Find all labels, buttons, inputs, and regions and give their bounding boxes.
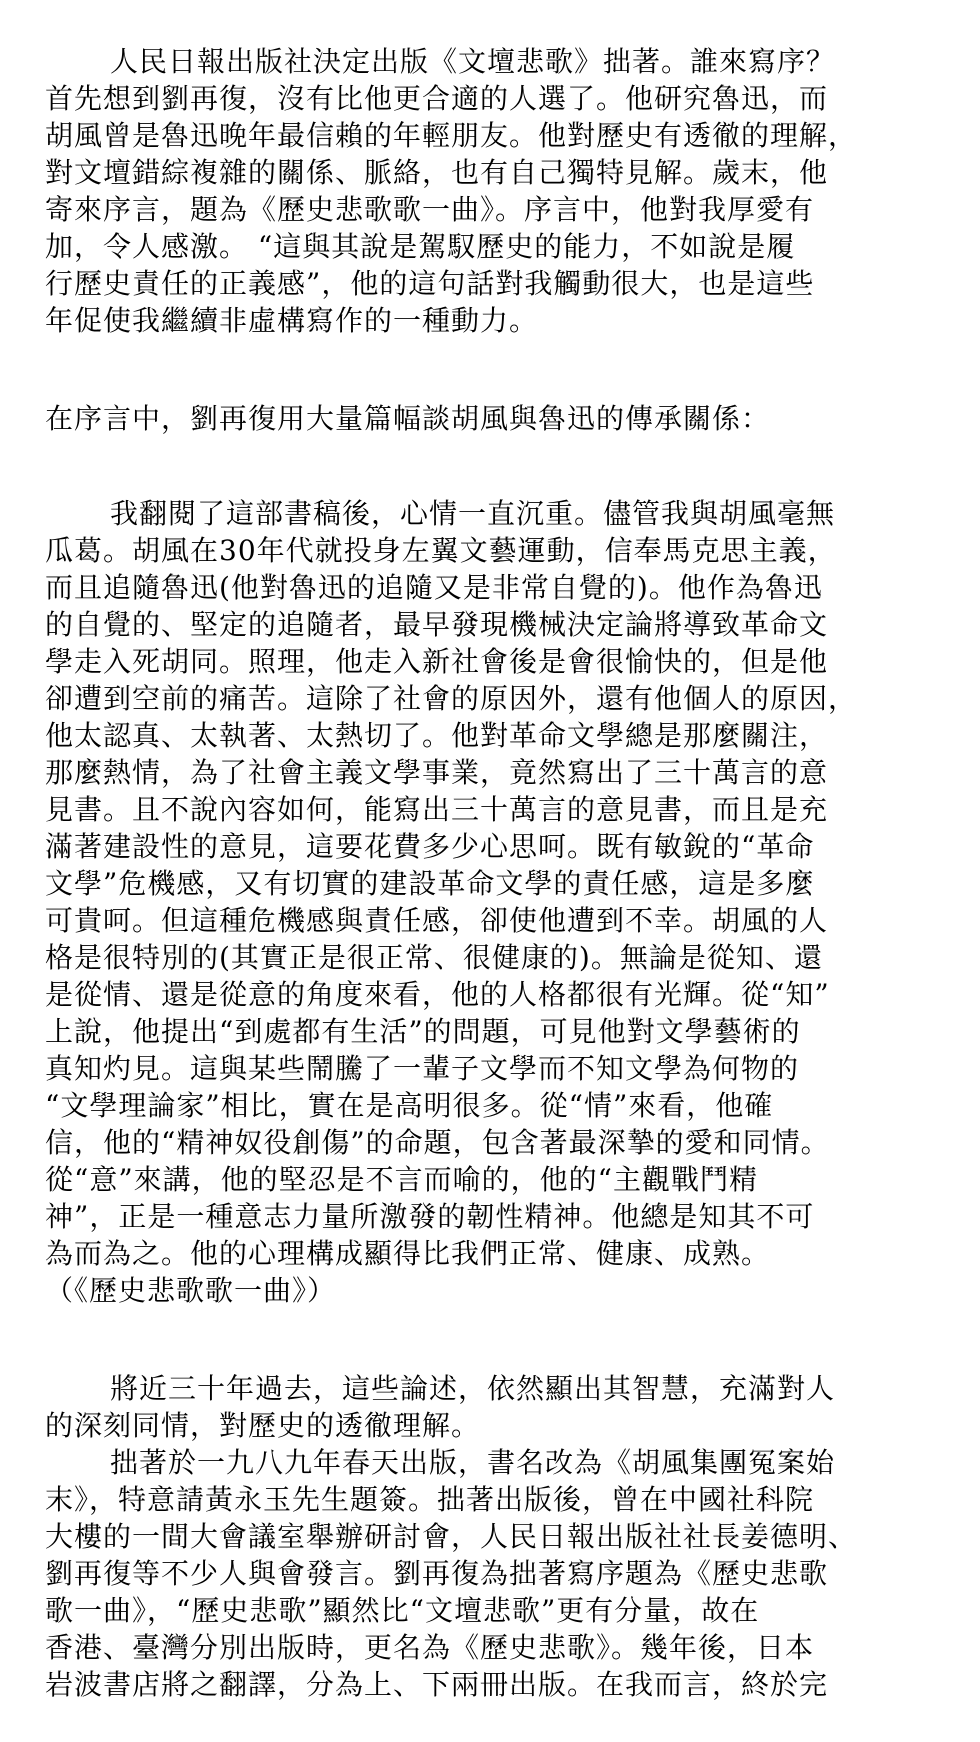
text-line: 加，令人感激。 “這與其說是駕馭歷史的能力，不如說是履 <box>45 230 796 263</box>
text-line: 歌一曲》，“歷史悲歌”顯然比“文壇悲歌”更有分量，故在 <box>45 1594 760 1627</box>
text-line: 大樓的一間大會議室舉辦研討會，人民日報出版社社長姜德明、 <box>45 1520 858 1553</box>
text-line: 劉再復等不少人與會發言。劉再復為拙著寫序題為《歷史悲歌 <box>45 1557 829 1590</box>
text-line: 為而為之。他的心理構成顯得比我們正常、健康、成熟。 <box>45 1237 771 1270</box>
text-line: 上說，他提出“到處都有生活”的問題，可見他對文學藝術的 <box>45 1015 801 1048</box>
text-line: 可貴呵。但這種危機感與責任感，卻使他遭到不幸。胡風的人 <box>45 904 829 937</box>
text-line: 年促使我繼續非虛構寫作的一種動力。 <box>45 304 539 337</box>
text-line: 他太認真、太執著、太熱切了。他對革命文學總是那麼關注， <box>45 719 829 752</box>
text-line: 真知灼見。這與某些鬧騰了一輩子文學而不知文學為何物的 <box>45 1052 800 1085</box>
text-line: 拙著於一九八九年春天出版，書名改為《胡風集團冤案始 <box>110 1446 836 1479</box>
source-citation: （《歷史悲歌歌一曲》） <box>45 1274 337 1307</box>
text-line: 卻遭到空前的痛苦。這除了社會的原因外，還有他個人的原因， <box>45 682 858 715</box>
text-line: 滿著建設性的意見，這要花費多少心思呵。既有敏銳的“革命 <box>45 830 815 863</box>
text-line: 在序言中，劉再復用大量篇幅談胡風與魯迅的傳承關係： <box>45 402 771 435</box>
text-line: 寄來序言，題為《歷史悲歌歌一曲》。序言中，他對我厚愛有 <box>45 193 815 226</box>
text-line: 將近三十年過去，這些論述，依然顯出其智慧，充滿對人 <box>110 1372 836 1405</box>
text-line: 行歷史責任的正義感”，他的這句話對我觸動很大，也是這些 <box>45 267 815 300</box>
text-line: 的深刻同情，對歷史的透徹理解。 <box>45 1409 481 1442</box>
text-line: 而且追隨魯迅(他對魯迅的追隨又是非常自覺的)。他作為魯迅 <box>45 571 823 604</box>
text-line: 香港、臺灣分別出版時，更名為《歷史悲歌》。幾年後，日本 <box>45 1631 815 1664</box>
text-line: 岩波書店將之翻譯，分為上、下兩冊出版。在我而言，終於完 <box>45 1668 829 1701</box>
text-line: 神”，正是一種意志力量所激發的韌性精神。他總是知其不可 <box>45 1200 815 1233</box>
text-line: 信，他的“精神奴役創傷”的命題，包含著最深摯的愛和同情。 <box>45 1126 830 1159</box>
text-line: 我翻閱了這部書稿後，心情一直沉重。儘管我與胡風毫無 <box>110 497 836 530</box>
text-line: 從“意”來講，他的堅忍是不言而喻的，他的“主觀戰鬥精 <box>45 1163 758 1196</box>
text-line: 瓜葛。胡風在30年代就投身左翼文藝運動，信奉馬克思主義， <box>45 534 837 567</box>
text-line: 文學”危機感，又有切實的建設革命文學的責任感，這是多麼 <box>45 867 815 900</box>
text-line: 末》，特意請黃永玉先生題簽。拙著出版後，曾在中國社科院 <box>45 1483 815 1516</box>
text-line: 那麼熱情，為了社會主義文學事業，竟然寫出了三十萬言的意 <box>45 756 829 789</box>
text-line: 見書。且不說內容如何，能寫出三十萬言的意見書，而且是充 <box>45 793 829 826</box>
text-line: 首先想到劉再復，沒有比他更合適的人選了。他研究魯迅，而 <box>45 82 829 115</box>
text-line: “文學理論家”相比，實在是高明很多。從“情”來看，他確 <box>45 1089 774 1122</box>
text-line: 的自覺的、堅定的追隨者，最早發現機械決定論將導致革命文 <box>45 608 829 641</box>
text-line: 格是很特別的(其實正是很正常、很健康的)。無論是從知、還 <box>45 941 823 974</box>
text-line: 學走入死胡同。照理，他走入新社會後是會很愉快的，但是他 <box>45 645 829 678</box>
text-line: 是從情、還是從意的角度來看，他的人格都很有光輝。從“知” <box>45 978 830 1011</box>
text-line: 胡風曾是魯迅晚年最信賴的年輕朋友。他對歷史有透徹的理解， <box>45 119 858 152</box>
text-line: 對文壇錯綜複雜的關係、脈絡，也有自己獨特見解。歲末，他 <box>45 156 829 189</box>
text-line: 人民日報出版社決定出版《文壇悲歌》拙著。誰來寫序？ <box>110 45 836 78</box>
